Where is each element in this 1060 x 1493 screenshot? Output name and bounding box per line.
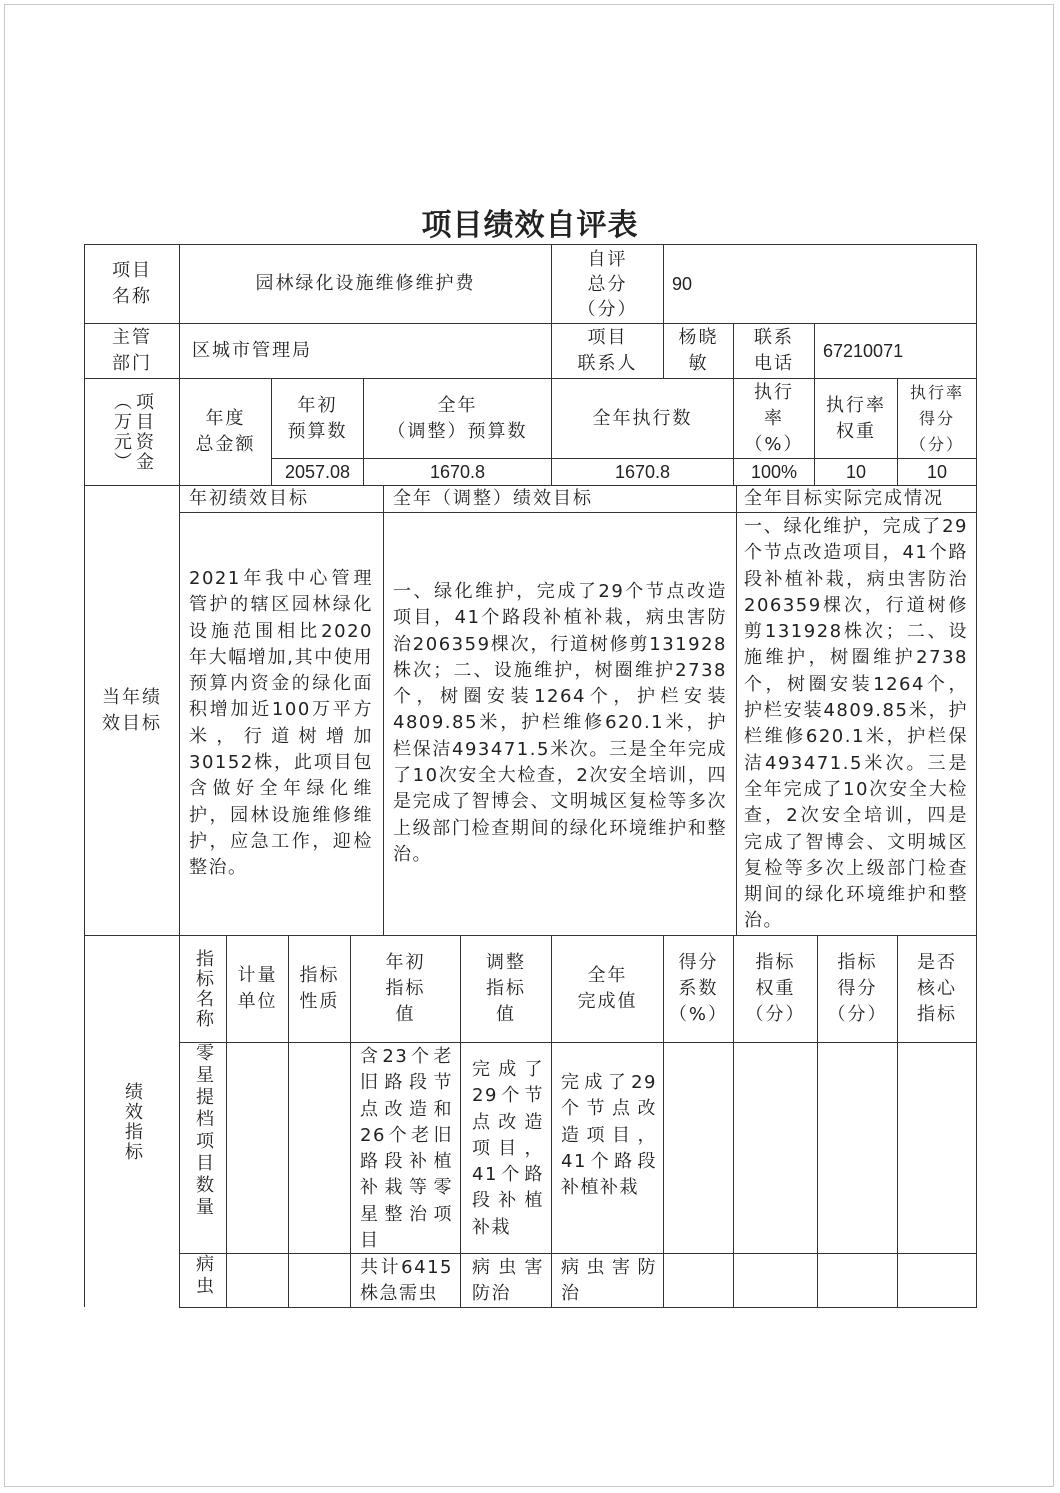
indicator-row-name: 病虫 xyxy=(193,1254,214,1298)
indicator-header-adjusted: 调整 指标 值 xyxy=(486,952,526,1025)
funds-executed-label: 全年执行数 xyxy=(592,407,693,429)
indicator-header-unit: 计量 单位 xyxy=(237,965,278,1012)
indicator-header-core: 是否 核心 指标 xyxy=(917,952,957,1025)
goals-label: 当年绩 效目标 xyxy=(102,686,162,734)
self-score-label: 自评 总分 （分） xyxy=(577,248,638,320)
funds-initial-label: 年初 预算数 xyxy=(287,394,348,442)
phone-label: 联系 电话 xyxy=(754,327,794,374)
contact-label: 项目 联系人 xyxy=(577,327,638,374)
funds-rate-value: 100% xyxy=(750,462,798,482)
funds-score-value: 10 xyxy=(926,462,948,482)
contact-value: 杨晓 敏 xyxy=(678,327,719,374)
project-name-label: 项目 名称 xyxy=(112,260,152,307)
goals-col1-label: 年初绩效目标 xyxy=(189,488,309,509)
project-name-value: 园林绿化设施维修维护费 xyxy=(255,273,476,294)
goals-actual-text: 一、绿化维护，完成了29个节点改造项目，41个路段补植补栽，病虫害防治206359棵次，行道树修剪131928株次；二、设施维护，树圈维护2738个，树圈安装1264个，护栏安装4809.85米，护栏维修620.1米，护栏保洁493471.5米次。三是全年完成了10次安全大检查，2次安全培训，四是完成了智博会、文明城区复检等多次上级部门检查期间的绿化环境维护和整治。 xyxy=(744,516,968,932)
indicators-label: 绩效指标 xyxy=(122,1081,143,1162)
funds-score-label: 执行率 得分 （分） xyxy=(909,382,964,454)
funds-adjusted-value: 1670.8 xyxy=(429,462,486,482)
indicator-header-actual: 全年 完成值 xyxy=(577,965,638,1012)
funds-weight-label: 执行率 权重 xyxy=(826,394,886,442)
indicator-header-coef: 得分 系数 （%） xyxy=(668,952,729,1025)
funds-rate-label: 执行 率 （%） xyxy=(744,381,804,455)
indicator-row-actual: 病虫害防治 xyxy=(561,1257,657,1305)
funds-executed-value: 1670.8 xyxy=(614,462,671,482)
funds-label: 项目资金（万元） xyxy=(111,392,154,472)
indicator-row-initial: 共计6415株急需虫 xyxy=(360,1257,453,1305)
phone-value: 67210071 xyxy=(823,341,904,361)
funds-total-label: 年度 总金额 xyxy=(195,408,256,455)
indicator-row-adjusted: 完成了29个节点改造项目，41个路段补植补栽 xyxy=(472,1059,544,1238)
self-score-value: 90 xyxy=(672,274,693,294)
indicator-header-nature: 指标 性质 xyxy=(299,965,340,1012)
funds-adjusted-label: 全年 （调整）预算数 xyxy=(387,394,528,442)
goals-col2-label: 全年（调整）绩效目标 xyxy=(393,488,593,509)
indicator-row-initial: 含23个老旧路段节点改造和26个老旧路段补植补栽等零星整治项目 xyxy=(360,1046,453,1252)
goals-initial-text: 2021年我中心管理管护的辖区园林绿化设施范围相比2020年大幅增加,其中使用预算内资金的绿化面积增加近100万平方米，行道树增加30152株，此项目包含做好全年绿化维护，园林设施维修维护，应急工作，迎检整治。 xyxy=(189,568,373,879)
indicator-header-initial: 年初 指标 值 xyxy=(385,952,426,1025)
indicator-row-actual: 完成了29个节点改造项目，41个路段补植补栽 xyxy=(561,1072,657,1199)
funds-weight-value: 10 xyxy=(845,462,867,482)
funds-initial-value: 2057.08 xyxy=(284,462,351,482)
indicator-header-weight: 指标 权重 （分） xyxy=(745,952,806,1025)
indicator-row-adjusted: 病虫害防治 xyxy=(472,1257,544,1305)
dept-label: 主管 部门 xyxy=(112,327,152,374)
goals-col3-label: 全年目标实际完成情况 xyxy=(744,488,944,509)
indicator-row-name: 零星提档项目数量 xyxy=(193,1043,214,1219)
page-title: 项目绩效自评表 xyxy=(421,208,639,243)
goals-adjusted-text: 一、绿化维护，完成了29个节点改造项目，41个路段补植补栽，病虫害防治206359棵次，行道树修剪131928株次；二、设施维护，树圈维护2738个，树圈安装1264个，护栏安装4809.85米，护栏维修620.1米，护栏保洁493471.5米次。三是全年完成了10次安全大检查，2次安全培训，四是完成了智博会、文明城区复检等多次上级部门检查期间的绿化环境维护和整治。 xyxy=(393,581,727,865)
indicator-header-score: 指标 得分 （分） xyxy=(827,952,888,1025)
dept-value: 区城市管理局 xyxy=(192,340,312,361)
indicator-header-name: 指标名称 xyxy=(193,949,214,1029)
